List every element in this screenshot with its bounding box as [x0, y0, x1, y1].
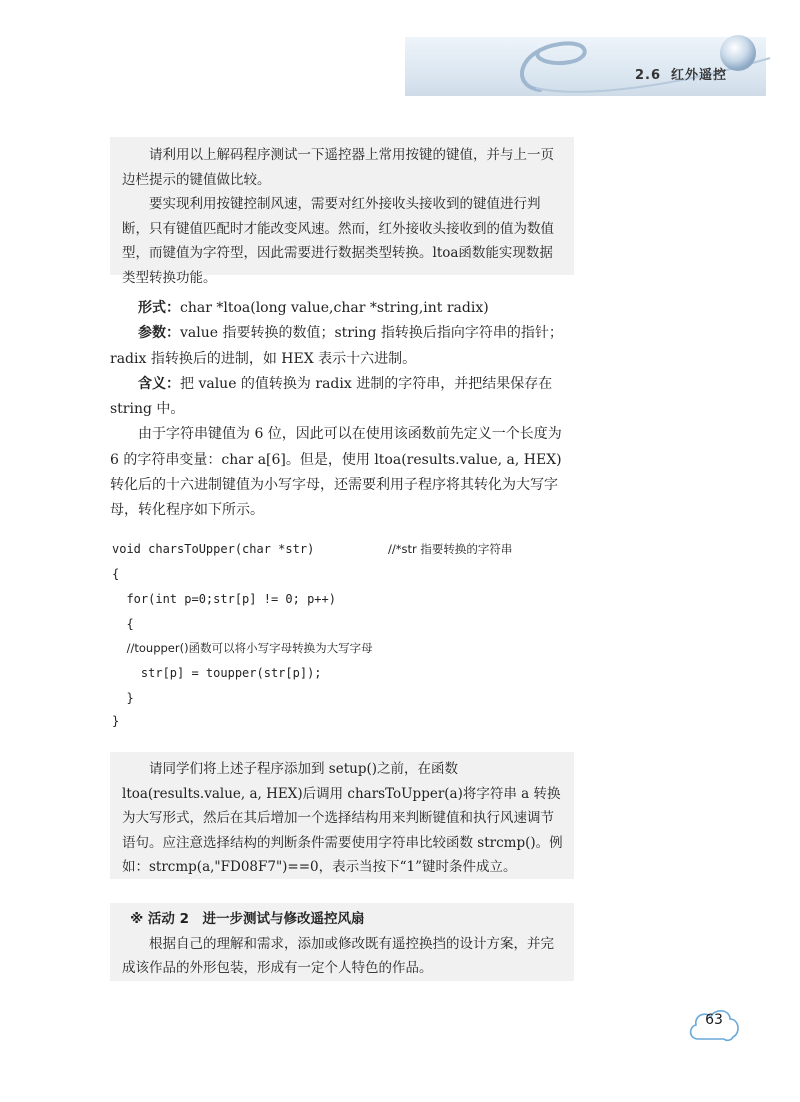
section-header [635, 64, 755, 86]
box1-paragraph-2: 要实现利用按键控制风速，需要对红外接收头接收到的键值进行判断，只有键值匹配时才能改变风速。然而，红外接收头接收到的值为数值型，而键值为字符型，因此需要进行数据类型转换。ltoa函数能实现数据类型转换功能。 [122, 196, 554, 286]
box2-paragraph-1: 请同学们将上述子程序添加到 setup()之前，在函数 ltoa(results.value, a, HEX)后调用 charsToUpper(a)将字符串 a 转换为大写形式，然后在其后增加一个选择结构用来判断键值和执行风速调节语句。应注意选择结构的判断条件需要使用字符串比较函数 strcmp()。例如：strcmp(a,"FD08F7")==0，表示当按下“1”键时条件成立。 [122, 761, 563, 875]
meaning-text: 把 value 的值转换为 radix 进制的字符串，并把结果保存在 string 中。 [110, 375, 553, 418]
box1-paragraph-1: 请利用以上解码程序测试一下遥控器上常用按键的键值，并与上一页边栏提示的键值做比较。 [122, 147, 554, 188]
code-line-3: for(int p=0;str[p] != 0; p++) [112, 592, 336, 606]
code-line-1 [112, 539, 314, 559]
section-title: 红外遥控 [671, 68, 728, 83]
activity-box-3 [110, 903, 574, 981]
param-line [110, 321, 574, 372]
code-line-8: } [112, 714, 120, 728]
code-comment-1: //*str 指要转换的字符串 [388, 542, 513, 556]
param-text: value 指要转换的数值；string 指转换后指向字符串的指针；radix 指转换后的进制，如 HEX 表示十六进制。 [110, 325, 563, 367]
section-number: 2.6 [635, 68, 662, 83]
code-line-4: { [112, 617, 134, 631]
meaning-label: 含义： [138, 375, 180, 392]
code-line-7: } [112, 691, 134, 705]
code-line-5: //toupper()函数可以将小写字母转换为大写字母 [112, 641, 373, 655]
activity-box-2 [110, 752, 574, 879]
form-text: char *ltoa(long value,char *string,int radix) [180, 300, 489, 316]
meaning-line [110, 372, 574, 423]
form-label: 形式： [138, 300, 180, 316]
form-line [110, 296, 574, 321]
box3-paragraph-1: 根据自己的理解和需求，添加或修改既有遥控换挡的设计方案，并完成该作品的外形包装，形成有一定个人特色的作品。 [122, 935, 554, 976]
code-line-6: str[p] = toupper(str[p]); [112, 666, 322, 680]
code-line-2: { [112, 567, 120, 581]
page-number: 63 [705, 1012, 723, 1028]
activity-2-title: ※ 活动 2 进一步测试与修改遥控风扇 [130, 911, 365, 927]
main-text [110, 296, 574, 524]
explanation-paragraph: 由于字符串键值为 6 位，因此可以在使用该函数前先定义一个长度为 6 的字符串变量：char a[6]。但是，使用 ltoa(results.value, a, HEX)转化后的十六进制键值为小写字母，还需要利用子程序将其转化为大写字母，转化程序如下所示。 [110, 426, 562, 519]
code-text-1: void charsToUpper(char *str) [112, 542, 315, 556]
activity-box-1 [110, 137, 574, 286]
param-label: 参数： [138, 325, 180, 342]
